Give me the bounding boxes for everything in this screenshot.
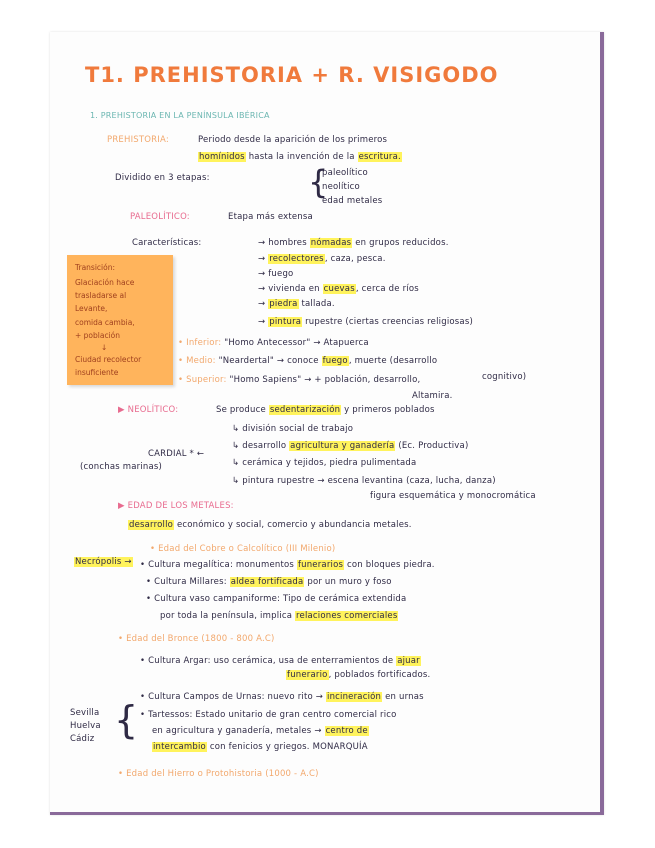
- char-item-3: → fuego: [258, 269, 294, 279]
- highlight: agricultura y ganadería: [290, 441, 395, 451]
- prehistoria-definition-2: [198, 152, 402, 162]
- stage-1: paleolítico: [322, 168, 368, 178]
- text: con bloques piedra.: [347, 560, 435, 570]
- highlight: relaciones comerciales: [296, 611, 398, 621]
- neolitico-bullet-1: ↳ división social de trabajo: [232, 424, 354, 434]
- highlight: funerarios: [297, 560, 344, 570]
- text: • Cultura Campos de Urnas: nuevo rito →: [140, 692, 324, 702]
- char-item-1: → hombres nómadas en grupos reducidos.: [258, 238, 449, 248]
- period-label: • Inferior:: [178, 338, 222, 348]
- highlight: Necrópolis →: [75, 557, 132, 567]
- bronce-item-3: • Tartessos: Estado unitario de gran centro comercial rico: [140, 710, 397, 720]
- text: fuego: [268, 269, 294, 279]
- text: , cerca de ríos: [355, 284, 419, 294]
- highlight: aldea fortificada: [230, 577, 304, 587]
- highlight-escritura: escritura.: [358, 152, 401, 162]
- metales-intro: [128, 520, 412, 530]
- text: tallada.: [301, 299, 335, 309]
- tartessos-side-3: Cádiz: [70, 734, 95, 744]
- char-item-4: → vivienda en cuevas, cerca de ríos: [258, 284, 419, 294]
- highlight: nómadas: [310, 238, 352, 248]
- period-superior-extra: Altamira.: [412, 391, 453, 401]
- period-text: "Homo Sapiens" → + población, desarrollo,: [229, 375, 421, 385]
- bronce-title: • Edad del Bronce (1800 - 800 A.C): [118, 634, 275, 644]
- note-line: Transición:: [75, 263, 115, 272]
- tartessos-brace: {: [114, 698, 139, 742]
- text: y primeros poblados: [344, 405, 435, 415]
- cobre-item-1: [140, 560, 435, 570]
- text: rupestre (ciertas creencias religiosas): [305, 317, 473, 327]
- bronce-item-2: [140, 692, 424, 702]
- prehistoria-label: PREHISTORIA:: [107, 135, 169, 145]
- text: por toda la península, implica: [160, 611, 293, 621]
- tartessos-side-2: Huelva: [70, 721, 101, 731]
- tartessos-side-1: Sevilla: [70, 708, 100, 718]
- paleolitico-label: PALEOLÍTICO:: [130, 212, 190, 222]
- neolitico-label-text: NEOLÍTICO:: [127, 405, 179, 415]
- cobre-item-4: [160, 611, 398, 621]
- highlight: intercambio: [153, 742, 206, 752]
- note-line: comida cambia,: [75, 318, 135, 327]
- period-label: • Medio:: [178, 356, 216, 366]
- metales-label-text: EDAD DE LOS METALES:: [127, 501, 234, 511]
- text: • Cultura Millares:: [146, 577, 227, 587]
- highlight: fuego: [322, 356, 348, 366]
- highlight-hominidos: homínidos: [199, 152, 245, 162]
- period-medio-extra: cognitivo): [482, 372, 527, 382]
- highlight: funerario: [287, 670, 328, 680]
- text: en urnas: [385, 692, 424, 702]
- cobre-item-3: • Cultura vaso campaniforme: Tipo de cerámica extendida: [146, 594, 407, 604]
- text: • Cultura megalítica: monumentos: [140, 560, 295, 570]
- paleolitico-desc: Etapa más extensa: [228, 212, 313, 222]
- neolitico-label: ▶ NEOLÍTICO:: [118, 405, 179, 415]
- text: (Ec. Productiva): [398, 441, 469, 451]
- caracteristicas-label: Características:: [132, 238, 202, 248]
- text: , caza, pesca.: [324, 254, 386, 264]
- cobre-item-2: [146, 577, 392, 587]
- text: con fenicios y griegos. MONARQUÍA: [209, 742, 368, 752]
- text: vivienda en: [268, 284, 320, 294]
- period-superior: [178, 375, 420, 385]
- bronce-item-1b: [286, 670, 430, 680]
- division-label: Dividido en 3 etapas:: [115, 173, 210, 183]
- necropolis-label: [74, 557, 133, 567]
- highlight: piedra: [269, 299, 298, 309]
- cardial-label: CARDIAL * ←: [148, 449, 205, 459]
- char-item-5: → piedra tallada.: [258, 299, 335, 309]
- period-inferior: [178, 338, 369, 348]
- note-line: Glaciación hace: [75, 278, 135, 287]
- neolitico-intro: [216, 405, 435, 415]
- metales-label: ▶ EDAD DE LOS METALES:: [118, 501, 234, 511]
- hierro-title: • Edad del Hierro o Protohistoria (1000 - A.C): [118, 769, 319, 779]
- note-arrow: ↓: [101, 343, 108, 352]
- cardial-note: (conchas marinas): [80, 462, 163, 472]
- neolitico-bullet-3: ↳ cerámica y tejidos, piedra pulimentada: [232, 458, 417, 468]
- sticky-note: [67, 255, 173, 385]
- note-line: Ciudad recolector: [75, 355, 142, 364]
- highlight: desarrollo: [129, 520, 174, 530]
- text: económico y social, comercio y abundancia metales.: [176, 520, 412, 530]
- bronce-item-3b: [152, 726, 369, 736]
- char-item-2: → recolectores, caza, pesca.: [258, 254, 386, 264]
- definition-text: hasta la invención de la: [248, 152, 355, 162]
- text: • Cultura Argar: uso cerámica, usa de enterramientos de: [140, 656, 394, 666]
- highlight: incineración: [327, 692, 382, 702]
- note-line: + población: [75, 331, 121, 340]
- char-item-6: → pintura rupestre (ciertas creencias religiosas): [258, 317, 473, 327]
- period-text: "Homo Antecessor" → Atapuerca: [224, 338, 369, 348]
- stage-3: edad metales: [322, 196, 383, 206]
- highlight: ajuar: [397, 656, 420, 666]
- text: ↳ desarrollo: [232, 441, 287, 451]
- text: por un muro y foso: [307, 577, 392, 587]
- prehistoria-definition-1: Periodo desde la aparición de los primeros: [198, 135, 388, 145]
- period-text: "Neardertal" → conoce: [218, 356, 319, 366]
- text: en agricultura y ganadería, metales →: [152, 726, 322, 736]
- bronce-item-3c: [152, 742, 368, 752]
- text: hombres: [268, 238, 307, 248]
- cobre-title: • Edad del Cobre o Calcolítico (III Milenio): [150, 544, 336, 554]
- period-label: • Superior:: [178, 375, 227, 385]
- note-line: trasladarse al: [75, 291, 127, 300]
- highlight: cuevas: [323, 284, 355, 294]
- highlight: centro de: [325, 726, 368, 736]
- text: Se produce: [216, 405, 266, 415]
- text: en grupos reducidos.: [355, 238, 449, 248]
- section-heading: 1. PREHISTORIA EN LA PENÍNSULA IBÉRICA: [90, 111, 270, 120]
- note-line: insuficiente: [75, 368, 119, 377]
- highlight: pintura: [269, 317, 302, 327]
- stage-2: neolítico: [322, 182, 360, 192]
- note-line: Levante,: [75, 304, 108, 313]
- bronce-item-1: [140, 656, 421, 666]
- neolitico-bullet-5: figura esquemática y monocromática: [370, 491, 536, 501]
- neolitico-bullet-4: ↳ pintura rupestre → escena levantina (caza, lucha, danza): [232, 476, 496, 486]
- text: , poblados fortificados.: [328, 670, 431, 680]
- highlight: recolectores: [269, 254, 324, 264]
- period-medio: [178, 356, 437, 366]
- period-text: , muerte (desarrollo: [348, 356, 438, 366]
- highlight: sedentarización: [269, 405, 341, 415]
- neolitico-bullet-2: [232, 441, 468, 451]
- brace: {: [308, 163, 329, 201]
- page-title: T1. PREHISTORIA + R. VISIGODO: [85, 63, 499, 87]
